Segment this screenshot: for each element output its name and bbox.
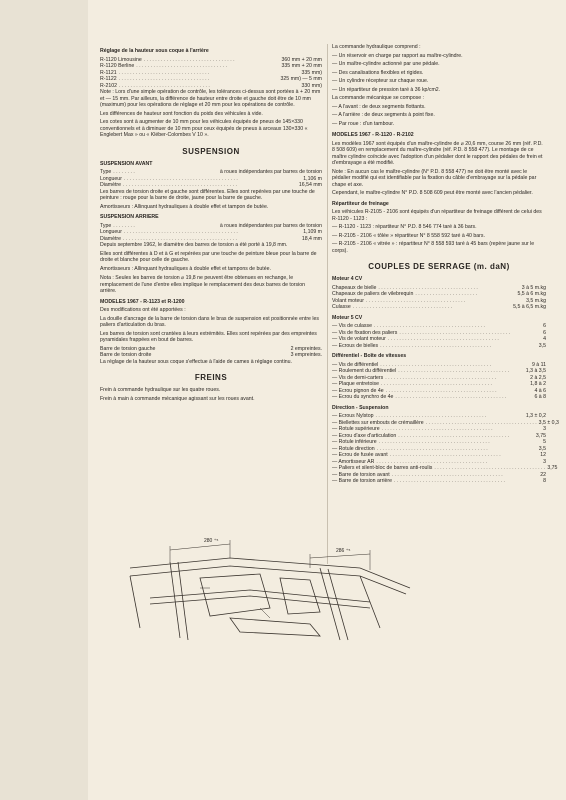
paragraph: Des modifications ont été apportées : <box>100 307 186 313</box>
torque-row: — Ecrou de fusée avant . . . . . . . . . . . . . . . . . . . . . . . . . . . . . . . . . . . . . . . 12 <box>332 452 546 458</box>
paragraph: Depuis septembre 1962, le diamètre des barres de torsion a été porté à 19,8 mm. <box>100 242 288 248</box>
torque-row: — Rotule supérieure . . . . . . . . . . . . . . . . . . . . . . . . . . . . . . . . . . . . . . . 3 <box>332 426 546 432</box>
list-item: — Un maître-cylindre actionné par une pédale. <box>332 61 440 67</box>
right-column <box>332 44 559 485</box>
paragraph: Les modèles 1967 sont équipés d'un maître-cylindre de ⌀ 20,6 mm, course 26 mm (réf. P.D. 8 508 609) en remplacement du maître-cylindre (réf. P.D. 8 558 477). Le montage de ce maître cylindre coïncide avec l'adoption d'un pédalier dont le rapport des pédales de frein et d'embrayage a été modifié. <box>332 140 543 166</box>
chassis-drawing <box>110 528 426 650</box>
list-item: — Des canalisations flexibles et rigides. <box>332 69 424 76</box>
list-item: — Un répartiteur de pression taré à 36 kp/cm2. <box>332 86 441 93</box>
torque-row: Culasse . . . . . . . . . . . . . . . . . . . . . . . . . . . . . . . . . . . 5,5 à 6,5 m.kg <box>332 304 546 310</box>
reglage-row: R-1121 . . . . . . . . . . . . . . . . . . . . . . . . . . . . . . . . 335 mm) <box>100 69 322 76</box>
torque-row: — Ecrou du synchro de 4e . . . . . . . . . . . . . . . . . . . . . . . . . . . . . . . . . . . . . . . 6 à 8 <box>332 394 546 400</box>
torque-row: Volant moteur . . . . . . . . . . . . . . . . . . . . . . . . . . . . . . . . . . . 3,5 m.kg <box>332 297 546 304</box>
torque-row: — Barre de torsion avant . . . . . . . . . . . . . . . . . . . . . . . . . . . . . . . . . . . . . . . 22 <box>332 471 546 478</box>
paragraph: Frein à commande hydraulique sur les quatre roues. <box>100 387 221 393</box>
torque-row: — Rotule inférieure . . . . . . . . . . . . . . . . . . . . . . . . . . . . . . . . . . . . . . . 5 <box>332 439 546 445</box>
list-item: — R-2105 - 2106 « vitrée » : répartiteur N° 8 558 593 taré à 45 bars (repère jaune sur le corps). <box>332 241 535 254</box>
torque-row: — Barre de torsion arrière . . . . . . . . . . . . . . . . . . . . . . . . . . . . . . . . . . . . . . . 8 <box>332 478 546 484</box>
torque-row: — Rotule direction . . . . . . . . . . . . . . . . . . . . . . . . . . . . . . . . . . . . . . . 3,5 <box>332 445 546 452</box>
reglage-title: Réglage de la hauteur sous coque à l'arrière <box>100 48 209 54</box>
list-item: — R-1120 - 1123 : répartiteur N° P.D. 8 546 774 taré à 36 bars. <box>332 224 477 230</box>
paragraph: Elles sont différentes à D et à G et repérées par une touche de peinture bleue pour la barre de droite et blanche pour celle de gauche. <box>100 250 317 263</box>
torque-row: — Paliers et silent-bloc de barres anti-roulis . . . . . . . . . . . . . . . . . . . . . . . . . . . . . . . . . . . . . . . 3,75 <box>332 465 558 471</box>
torque-row: Chapeaux de bielle . . . . . . . . . . . . . . . . . . . . . . . . . . . . . . . . . . . 3 à 5 m.kg <box>332 284 546 291</box>
reglage-note: Les cotes sont à augmenter de 10 mm pour les véhicules équipés de pneus de 145×330 conventionnels et à diminuer de 10 mm pour ceux équipés de pneus à arceaux 130×330 « Englebert Max » ou « Kléber-Colombes V 10 ». <box>100 119 308 138</box>
dimension-label: 280 ⁺⁵ <box>204 538 219 544</box>
spec-row: Type . . . . . . . . à roues indépendantes par barres de torsion <box>100 169 322 175</box>
torque-row: — Ecrou d'axe d'articulation . . . . . . . . . . . . . . . . . . . . . . . . . . . . . . . . . . . . . . . 3,75 <box>332 432 546 439</box>
list-item: — Par roue : d'un tambour. <box>332 120 395 127</box>
reglage-row: R-2102 . . . . . . . . . . . . . . . . . . . . . . . . . . . . . . . . 330 mm) <box>100 82 322 89</box>
torque-row: — Vis de fixation des paliers . . . . . . . . . . . . . . . . . . . . . . . . . . . . . . . . . . . . . . . 6 <box>332 329 546 336</box>
torque-row: — Vis de différentiel . . . . . . . . . . . . . . . . . . . . . . . . . . . . . . . . . . . . . . . 9 à 11 <box>332 361 546 368</box>
reglage-list <box>100 57 322 90</box>
spec-row: Type . . . . . . . . à roues indépendantes par barres de torsion <box>100 222 322 229</box>
torque-row: — Amortisseur AR . . . . . . . . . . . . . . . . . . . . . . . . . . . . . . . . . . . . . . . 3 <box>332 458 546 465</box>
paragraph: Amortisseurs : Allinquant hydrauliques à double effet et tampons de butée. <box>100 265 271 272</box>
reglage-row: R-1120 Limousine . . . . . . . . . . . . . . . . . . . . . . . . . . . . . . . . 360 mm + 20 mm <box>100 56 322 63</box>
chassis-outline <box>130 558 410 640</box>
torque-row: — Plaque entretoise . . . . . . . . . . . . . . . . . . . . . . . . . . . . . . . . . . . . . . . 1,8 à 2 <box>332 381 546 387</box>
paragraph: Nota : Seules les barres de torsion ⌀ 19,8 ne peuvent être obtenues en rechange, le remplacement de l'une d'entre elles implique le remplacement des deux barres de torsion arrière. <box>100 275 305 294</box>
section-heading-couples: COUPLES DE SERRAGE (m. daN) <box>368 262 510 271</box>
section-heading-suspension: SUSPENSION <box>182 146 240 156</box>
modeles-title: MODELES 1967 - R-1123 et R-1200 <box>100 298 185 305</box>
paragraph: Les véhicules R-2105 - 2106 sont équipés d'un répartiteur de freinage différent de celui des R-1120 - 1123 : <box>332 209 542 222</box>
spec-row: Longueur . . . . . . . . . . . . . . . . . . . . . . . . . . . . . . . . . . . . . . . . 1,109 m <box>100 229 322 235</box>
list-item: — A l'avant : de deux segments flottants. <box>332 103 426 110</box>
spec-row: Longueur . . . . . . . . . . . . . . . . . . . . . . . . . . . . . . . . . . . . . . . . 1,106 m <box>100 175 322 182</box>
paragraph: La douille d'ancrage de la barre de torsion dans le bras de suspension est positionnée entre les paliers d'articulation du bras. <box>100 315 320 328</box>
moteur5cv-title: Moteur 5 CV <box>332 314 363 321</box>
column-divider <box>327 44 328 564</box>
list-item: — Un réservoir en charge par rapport au maître-cylindre. <box>332 52 463 59</box>
list-item: — A l'arrière : de deux segments à point fixe. <box>332 112 435 118</box>
reglage-note: Les différences de hauteur sont fonction du poids des véhicules à vide. <box>100 110 263 117</box>
paragraph: Amortisseurs : Allinquant hydrauliques à double effet et tampon de butée. <box>100 203 269 210</box>
torque-row: — Biellettes sur embouts de crémaillère . . . . . . . . . . . . . . . . . . . . . . . . . . . . . . . . . . . . . . . 3,5 ± 0,3 <box>332 419 559 426</box>
list-item: — R-2105 - 2106 « tôlée » répartiteur N° 8 558 592 taré à 40 bars. <box>332 232 485 239</box>
torque-row: — Vis de demi-carters . . . . . . . . . . . . . . . . . . . . . . . . . . . . . . . . . . . . . . . 2 à 2,5 <box>332 374 546 381</box>
spec-row: Diamètre . . . . . . . . . . . . . . . . . . . . . . . . . . . . . . . . . . . . . . . . 18,4 mm <box>100 235 322 242</box>
list-item: — Un cylindre récepteur sur chaque roue. <box>332 78 429 84</box>
paragraph: Note : En aucun cas le maître-cylindre (N° P.D. 8 558 477) ne doit être monté avec le pédalier modifié qui est identifiable par la fixation du câble d'embrayage sur la pédale par chape et axe. <box>332 168 537 188</box>
spec-row: Diamètre . . . . . . . . . . . . . . . . . . . . . . . . . . . . . . . . . . . . . . . . 16,54 mm <box>100 182 322 188</box>
spec-row: Barre de torsion gauche 2 empreintes. <box>100 345 322 352</box>
reglage-note: Note : Lors d'une simple opération de contrôle, les tolérances ci-dessus sont portées à + 20 mm et — 15 mm. Par ailleurs, la différence de hauteur entre droite et gauche doit être de 10 mm (maximum) pour les opérations de réglage et 20 mm pour les opérations de contrôle. <box>100 89 321 108</box>
paragraph: La réglage de la hauteur sous coque s'effectue à l'aide de cames à réglage continu. <box>100 358 292 365</box>
torque-row: — Vis de culasse . . . . . . . . . . . . . . . . . . . . . . . . . . . . . . . . . . . . . . . 6 <box>332 323 546 329</box>
spec-row: Barre de torsion droite 3 empreintes. <box>100 352 322 358</box>
paragraph: Les barres de torsion droite et gauche sont différentes. Elles sont repérées par une touche de peinture : rouge pour la barre de droite, jaune pour la barre de gauche. <box>100 188 315 201</box>
paragraph: Les barres de torsion sont crantées à leurs extrémités. Elles sont repérées par des empreintes pyramidales frappées en bout de barres. <box>100 330 317 343</box>
susp-arriere-title: SUSPENSION ARRIERE <box>100 214 159 220</box>
modeles67-title: MODELES 1967 - R-1120 - R-2102 <box>332 132 414 138</box>
reglage-row: R-1122 . . . . . . . . . . . . . . . . . . . . . . . . . . . . . . . . 325 mm) — 5 mm <box>100 76 322 82</box>
susp-avant-title: SUSPENSION AVANT <box>100 160 153 167</box>
paragraph: Frein à main à commande mécanique agissant sur les roues avant. <box>100 395 255 402</box>
torque-row: — Vis de volant moteur . . . . . . . . . . . . . . . . . . . . . . . . . . . . . . . . . . . . . . . 4 <box>332 336 546 342</box>
left-column <box>100 44 322 404</box>
cmd-title: La commande hydraulique comprend : <box>332 44 421 50</box>
direction-title: Direction - Suspension <box>332 404 389 411</box>
torque-row: — Roulement du différentiel . . . . . . . . . . . . . . . . . . . . . . . . . . . . . . . . . . . . . . . 1,3 à 3,5 <box>332 368 546 374</box>
torque-row: — Ecrous de bielles . . . . . . . . . . . . . . . . . . . . . . . . . . . . . . . . . . . . . . . 3,5 <box>332 342 546 349</box>
torque-row: — Ecrous Nylstop . . . . . . . . . . . . . . . . . . . . . . . . . . . . . . . . . . . . . . . 1,3 ± 0,2 <box>332 413 546 419</box>
repartiteur-title: Répartiteur de freinage <box>332 200 389 207</box>
dimension-label: 286 ⁺⁵ <box>336 548 351 554</box>
torque-row: — Ecrou pignon de 4e . . . . . . . . . . . . . . . . . . . . . . . . . . . . . . . . . . . . . . . 4 à 6 <box>332 387 546 394</box>
diff-title: Différentiel - Boîte de vitesses <box>332 353 407 359</box>
torque-row: Chapeaux de paliers de vilebrequin . . . . . . . . . . . . . . . . . . . . . . 5,5 à 6 m.kg <box>332 291 546 297</box>
paragraph: Cependant, le maître-cylindre N° P.D. 8 508 609 peut être monté avec l'ancien pédalier. <box>332 190 533 196</box>
meca-title: La commande mécanique se compose : <box>332 95 424 101</box>
reglage-row: R-1120 Berline . . . . . . . . . . . . . . . . . . . . . . . . . . . . . . . . 335 mm + 20 mm <box>100 63 322 69</box>
moteur4cv-title: Moteur 4 CV <box>332 276 363 282</box>
section-heading-freins: FREINS <box>194 373 228 382</box>
